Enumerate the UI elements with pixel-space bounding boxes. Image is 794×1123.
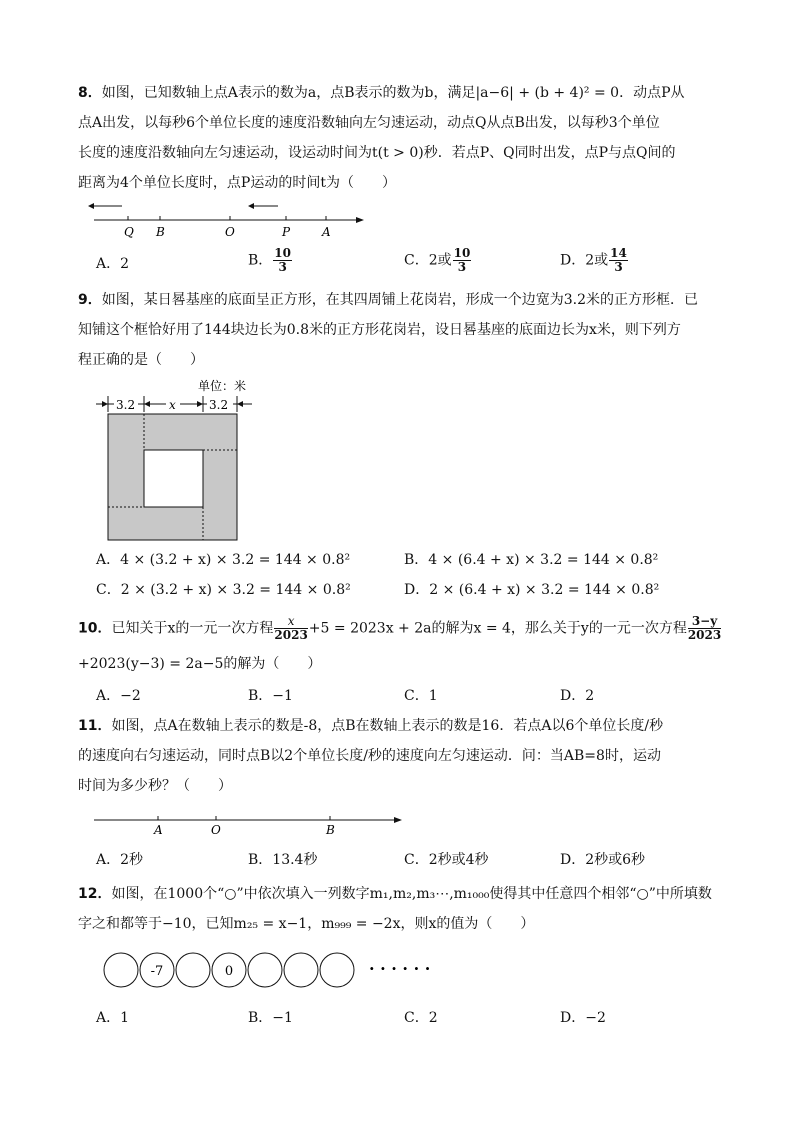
q11-label-a: A: [154, 823, 163, 837]
q8-option-c-fraction: $\frac{10}{3}$: [453, 246, 471, 274]
q9-number: 9．: [78, 292, 102, 308]
q8-option-d[interactable]: D．2或 $\frac{14}{3}$: [560, 246, 627, 274]
q9-left-dim: 3.2: [116, 398, 136, 412]
q11-option-d[interactable]: D．2秒或6秒: [560, 852, 646, 868]
q11-line-1: 11．如图，点A在数轴上表示的数是-8，点B在数轴上表示的数是16．若点A以6个单位长度/秒: [78, 718, 664, 734]
q11-option-c[interactable]: C．2秒或4秒: [404, 852, 489, 868]
q10-option-c[interactable]: C．1: [404, 688, 438, 704]
q9-option-b[interactable]: B．4 × (6.4 + x) × 3.2 = 144 × 0.8²: [404, 552, 659, 568]
q10-number: 10．: [78, 620, 112, 637]
q8-option-b-fraction: $\frac{10}{3}$: [274, 246, 291, 274]
q12-circle-value: 0: [224, 964, 234, 979]
q12-option-d[interactable]: D．−2: [560, 1010, 606, 1026]
q8-left-arrow-p-head: [248, 203, 254, 209]
q12-circle: [284, 953, 318, 987]
q11-number: 11．: [78, 718, 112, 734]
q9-inner-square: [144, 450, 203, 507]
q12-circle: [248, 953, 282, 987]
q11-axis-arrowhead: [394, 817, 402, 823]
q8-line-3: 长度的速度沿数轴向左匀速运动，设运动时间为t(t > 0)秒．若点P、Q同时出发，点P与点Q间的: [78, 145, 676, 161]
q12-circle: [176, 953, 210, 987]
q10-line-2: +2023(y−3) = 2a−5的解为（ ）: [78, 656, 322, 672]
q12-line-1: 12．如图，在1000个“○”中依次填入一列数字m₁,m₂,m₃⋯,m₁₀₀₀使得其中任意四个相邻“○”中所填数: [78, 886, 712, 902]
q12-line-2: 字之和都等于−10，已知m₂₅ = x−1，m₉₉₉ = −2x，则x的值为（ ）: [78, 916, 535, 932]
q9-line-1: 9．如图，某日晷基座的底面呈正方形，在其四周铺上花岗岩，形成一个边宽为3.2米的正方形框．已: [78, 292, 699, 308]
q10-option-a[interactable]: A．−2: [96, 688, 141, 704]
q9-option-d[interactable]: D．2 × (6.4 + x) × 3.2 = 144 × 0.8²: [404, 582, 660, 598]
q9-figure: [92, 376, 262, 546]
q8-axis-arrowhead: [356, 217, 364, 223]
q9-option-a[interactable]: A．4 × (3.2 + x) × 3.2 = 144 × 0.8²: [96, 552, 351, 568]
q12-ellipsis: · · · · · ·: [369, 959, 431, 978]
q11-line-2: 的速度向右匀速运动，同时点B以2个单位长度/秒的速度向左匀速运动．问：当AB=8时，运动: [78, 748, 661, 764]
q9-dim-arrow-4: [237, 401, 243, 407]
q10-line-1: 10．已知关于x的一元一次方程 $\frac{x}{2023}$ +5 = 2023x + 2a的解为x = 4，那么关于y的一元一次方程 $\frac{3-y}{2023}$: [78, 614, 722, 642]
q12-option-a[interactable]: A．1: [96, 1010, 130, 1026]
q11-label-b: B: [326, 823, 335, 837]
q8-label-q: Q: [124, 225, 134, 239]
q8-line-4: 距离为4个单位长度时，点P运动的时间t为（ ）: [78, 175, 396, 191]
q9-option-c[interactable]: C．2 × (3.2 + x) × 3.2 = 144 × 0.8²: [96, 582, 351, 598]
q8-option-b[interactable]: B． $\frac{10}{3}$: [248, 246, 291, 274]
q8-left-arrow-q-head: [88, 203, 94, 209]
q9-line-3: 程正确的是（ ）: [78, 352, 204, 368]
q8-number-line: [88, 196, 368, 240]
q11-number-line: [90, 808, 410, 838]
q9-right-dim: 3.2: [209, 398, 229, 412]
q9-unit-label: 单位：米: [198, 379, 247, 393]
q12-number: 12．: [78, 886, 112, 902]
q10-fraction-1: $\frac{x}{2023}$: [274, 614, 308, 642]
q10-fraction-2: $\frac{3-y}{2023}$: [687, 614, 722, 642]
q8-line-2: 点A出发，以每秒6个单位长度的速度沿数轴向左匀速运动，动点Q从点B出发，以每秒3个单位: [78, 115, 660, 131]
q12-option-c[interactable]: C．2: [404, 1010, 438, 1026]
q8-option-a[interactable]: A．2: [96, 256, 130, 272]
q8-option-c[interactable]: C．2或 $\frac{10}{3}$: [404, 246, 471, 274]
q8-label-b: B: [156, 225, 165, 239]
q12-circle: [104, 953, 138, 987]
q9-dim-arrow-2: [144, 401, 150, 407]
q12-circle-value: -7: [150, 964, 164, 979]
q8-option-d-fraction: $\frac{14}{3}$: [610, 246, 627, 274]
q8-number: 8．: [78, 85, 102, 101]
q11-option-b[interactable]: B．13.4秒: [248, 852, 318, 868]
q10-option-b[interactable]: B．−1: [248, 688, 293, 704]
q11-option-a[interactable]: A．2秒: [96, 852, 144, 868]
q10-option-d[interactable]: D．2: [560, 688, 595, 704]
q11-label-o: O: [211, 823, 221, 837]
q11-line-3: 时间为多少秒？（ ）: [78, 778, 232, 794]
q8-line-1: 8．如图，已知数轴上点A表示的数为a，点B表示的数为b，满足|a−6| + (b + 4)² = 0．动点P从: [78, 85, 685, 101]
q9-line-2: 知铺这个框恰好用了144块边长为0.8米的正方形花岗岩，设日晷基座的底面边长为x米，则下列方: [78, 322, 681, 338]
q8-label-p: P: [282, 225, 291, 239]
q9-dim-arrow-1: [102, 401, 108, 407]
q12-circle-row: [100, 950, 460, 990]
q8-label-a: A: [322, 225, 331, 239]
q12-circle: [320, 953, 354, 987]
q12-option-b[interactable]: B．−1: [248, 1010, 293, 1026]
q9-dim-arrow-3: [197, 401, 203, 407]
q9-mid-dim: x: [169, 398, 176, 412]
q8-label-o: O: [225, 225, 235, 239]
